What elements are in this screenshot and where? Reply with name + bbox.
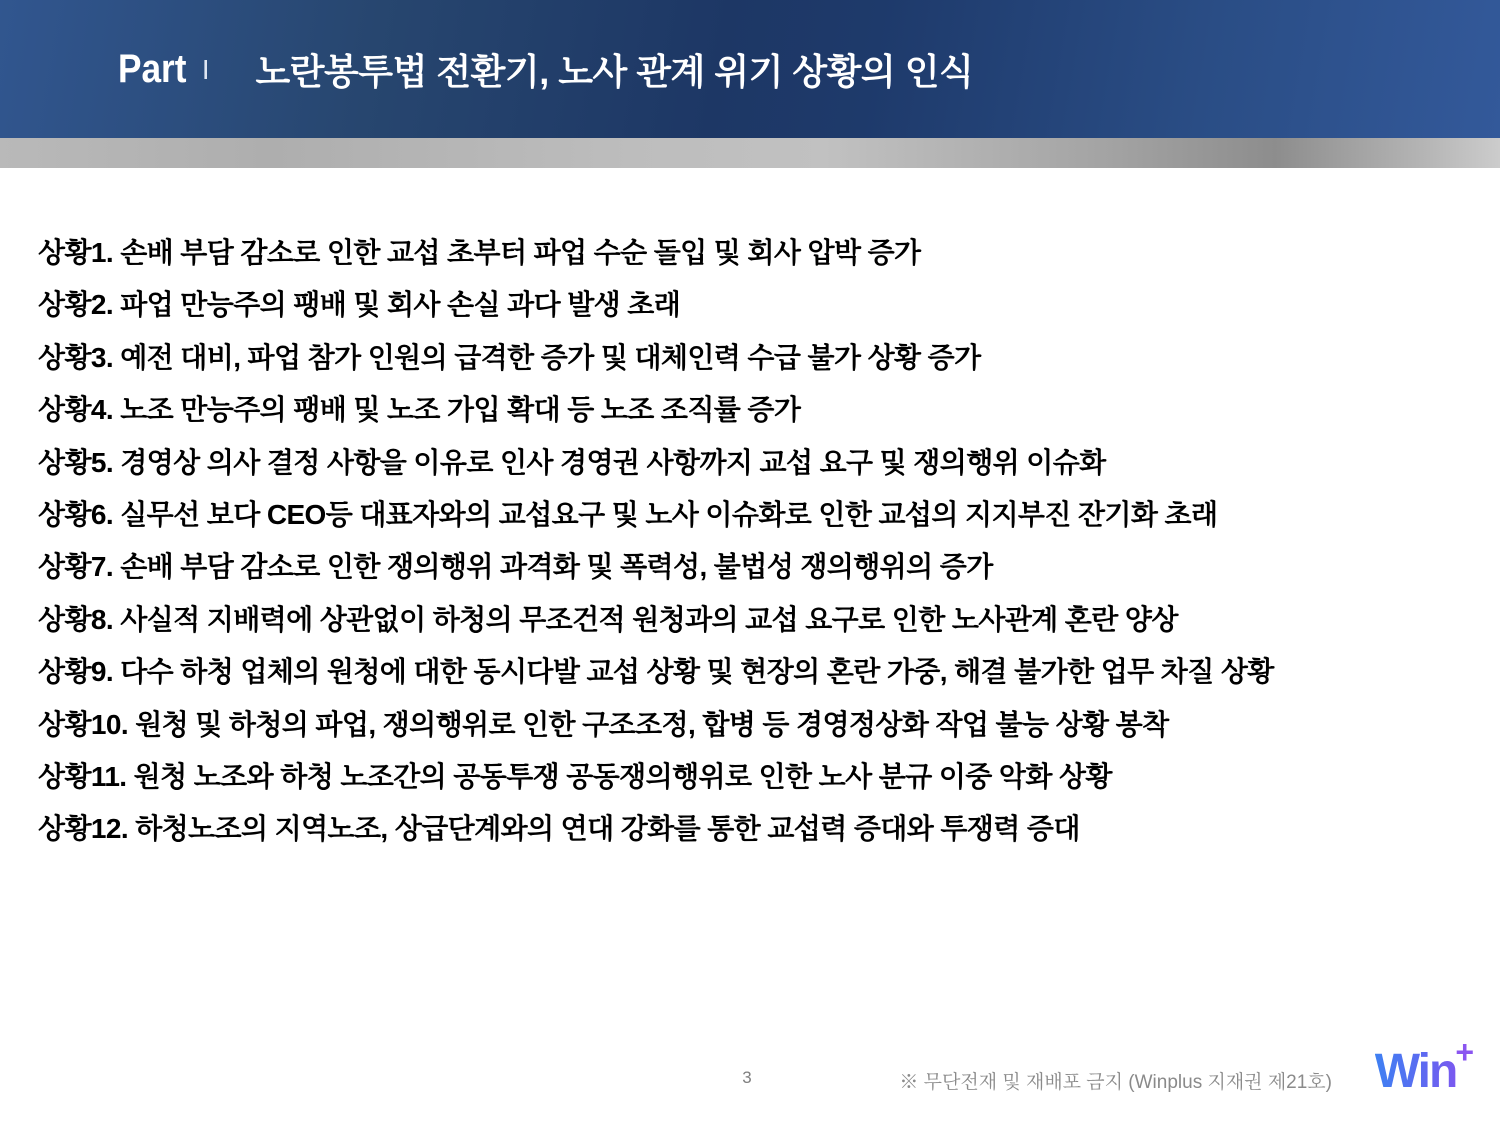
list-item-5: 상황5. 경영상 의사 결정 사항을 이유로 인사 경영권 사항까지 교섭 요구 및 쟁의행위 이슈화 — [38, 446, 1106, 478]
list-item-9: 상황9. 다수 하청 업체의 원청에 대한 동시다발 교섭 상황 및 현장의 혼란 가중, 해결 불가한 업무 차질 상황 — [38, 656, 1274, 688]
copyright-notice: ※ 무단전재 및 재배포 금지 (Winplus 지재권 제21호) — [899, 1072, 1332, 1093]
list-item-2: 상황2. 파업 만능주의 팽배 및 회사 손실 과다 발생 초래 — [38, 289, 681, 321]
list-item-12: 상황12. 하청노조의 지역노조, 상급단계와의 연대 강화를 통한 교섭력 증대와 투쟁력 증대 — [38, 813, 1080, 845]
slide-header — [0, 0, 1500, 138]
list-item-1: 상황1. 손배 부담 감소로 인한 교섭 초부터 파업 수순 돌입 및 회사 압박 증가 — [38, 237, 921, 268]
divider-bar — [0, 138, 1500, 168]
list-item-7: 상황7. 손배 부담 감소로 인한 쟁의행위 과격화 및 폭력성, 불법성 쟁의행위의 증가 — [38, 551, 993, 583]
situation-list — [38, 227, 1480, 856]
list-item-3: 상황3. 예전 대비, 파업 참가 인원의 급격한 증가 및 대체인력 수급 불가 상황 증가 — [38, 341, 981, 373]
list-item-4: 상황4. 노조 만능주의 팽배 및 노조 가입 확대 등 노조 조직률 증가 — [38, 394, 801, 426]
list-item-10: 상황10. 원청 및 하청의 파업, 쟁의행위로 인한 구조조정, 합병 등 경영정상화 작업 불능 상황 봉착 — [38, 708, 1169, 740]
logo-text: Win — [1374, 1045, 1457, 1098]
part-numeral: Ⅰ — [201, 54, 210, 85]
plus-icon: + — [1455, 1034, 1474, 1070]
slide-title: 노란봉투법 전환기, 노사 관계 위기 상황의 인식 — [255, 50, 974, 92]
list-item-8: 상황8. 사실적 지배력에 상관없이 하청의 무조건적 원청과의 교섭 요구로 인한 노사관계 혼란 양상 — [38, 603, 1178, 635]
list-item-6: 상황6. 실무선 보다 CEO등 대표자와의 교섭요구 및 노사 이슈화로 인한 교섭의 지지부진 잔기화 초래 — [38, 499, 1218, 531]
page-number: 3 — [742, 1068, 752, 1087]
list-item-11: 상황11. 원청 노조와 하청 노조간의 공동투쟁 공동쟁의행위로 인한 노사 분규 이중 악화 상황 — [38, 761, 1112, 793]
part-label: Part — [118, 46, 187, 91]
winplus-logo — [1374, 1034, 1474, 1098]
